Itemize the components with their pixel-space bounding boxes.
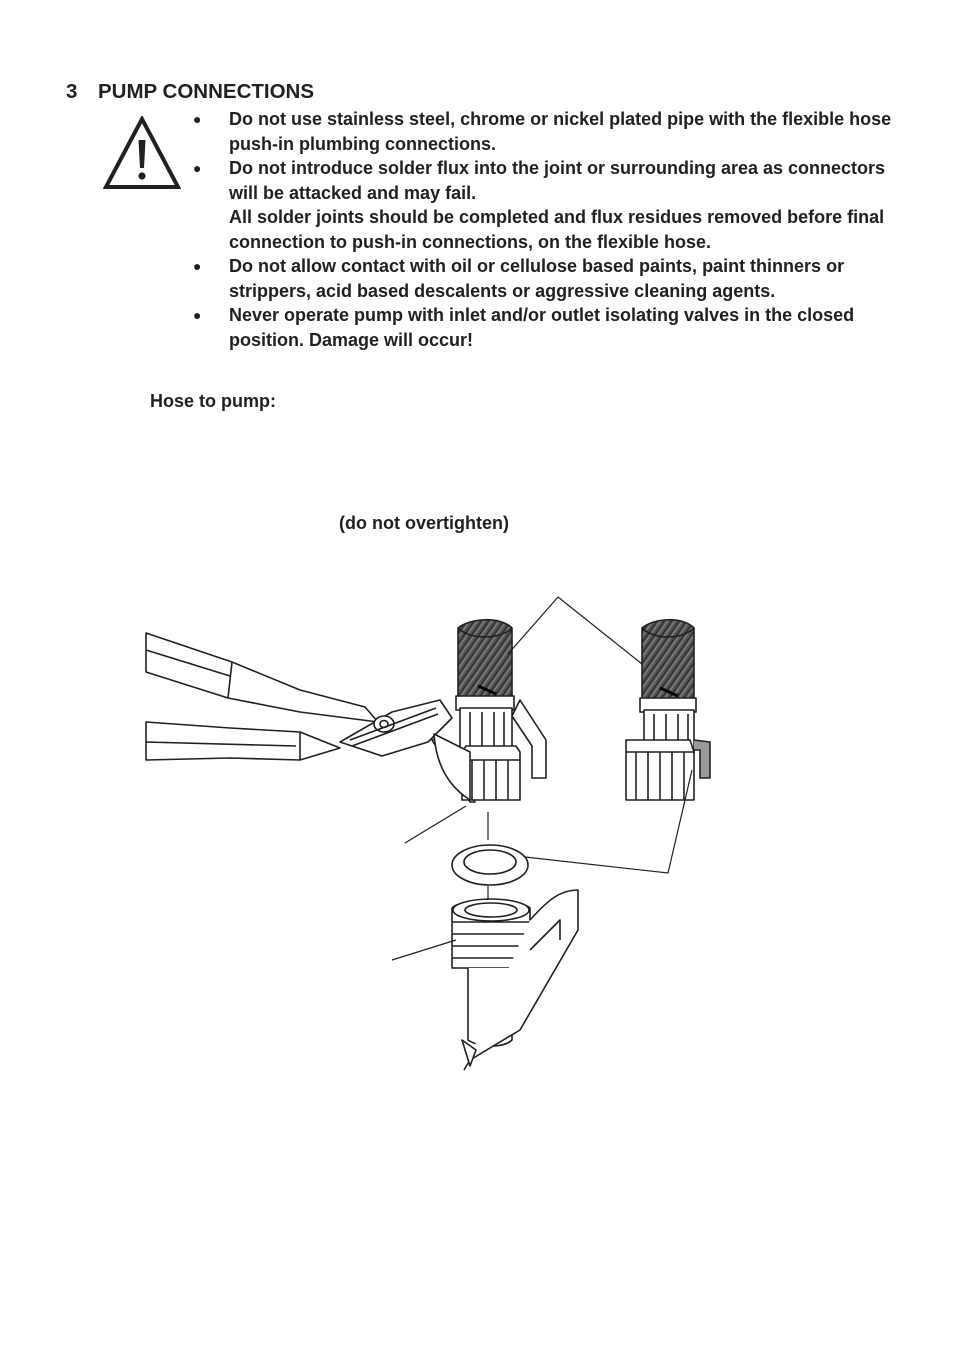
bullet-subtext: All solder joints should be completed and flux residues removed before final connection to push-in connections, on the flexible hose. bbox=[229, 207, 885, 252]
bullet-text: Never operate pump with inlet and/or outlet isolating valves in the closed position. Damage will occur! bbox=[229, 305, 855, 350]
list-item bbox=[190, 156, 900, 254]
bullet-text: Do not use stainless steel, chrome or nickel plated pipe with the flexible hose push-in plumbing connections. bbox=[229, 109, 892, 154]
hose-connection-illustration bbox=[130, 590, 730, 1080]
bullet-icon: ● bbox=[193, 307, 202, 323]
list-item bbox=[190, 254, 900, 303]
overtighten-note: (do not overtighten) bbox=[339, 513, 509, 533]
list-item bbox=[190, 107, 900, 156]
warning-list bbox=[190, 107, 900, 352]
list-item bbox=[190, 303, 900, 352]
bullet-icon: ● bbox=[193, 111, 202, 127]
bullet-icon: ● bbox=[193, 160, 202, 176]
hose-to-pump-label: Hose to pump: bbox=[150, 391, 276, 411]
bullet-text: Do not introduce solder flux into the joint or surrounding area as connectors will be attacked and may fail. bbox=[229, 158, 886, 203]
warning-triangle-icon bbox=[103, 116, 181, 190]
section-title: PUMP CONNECTIONS bbox=[98, 80, 315, 103]
section-heading bbox=[66, 80, 314, 104]
section-number: 3 bbox=[66, 80, 78, 103]
bullet-text: Do not allow contact with oil or cellulose based paints, paint thinners or strippers, acid based descalents or aggressive cleaning agents. bbox=[229, 256, 845, 301]
bullet-icon: ● bbox=[193, 258, 202, 274]
